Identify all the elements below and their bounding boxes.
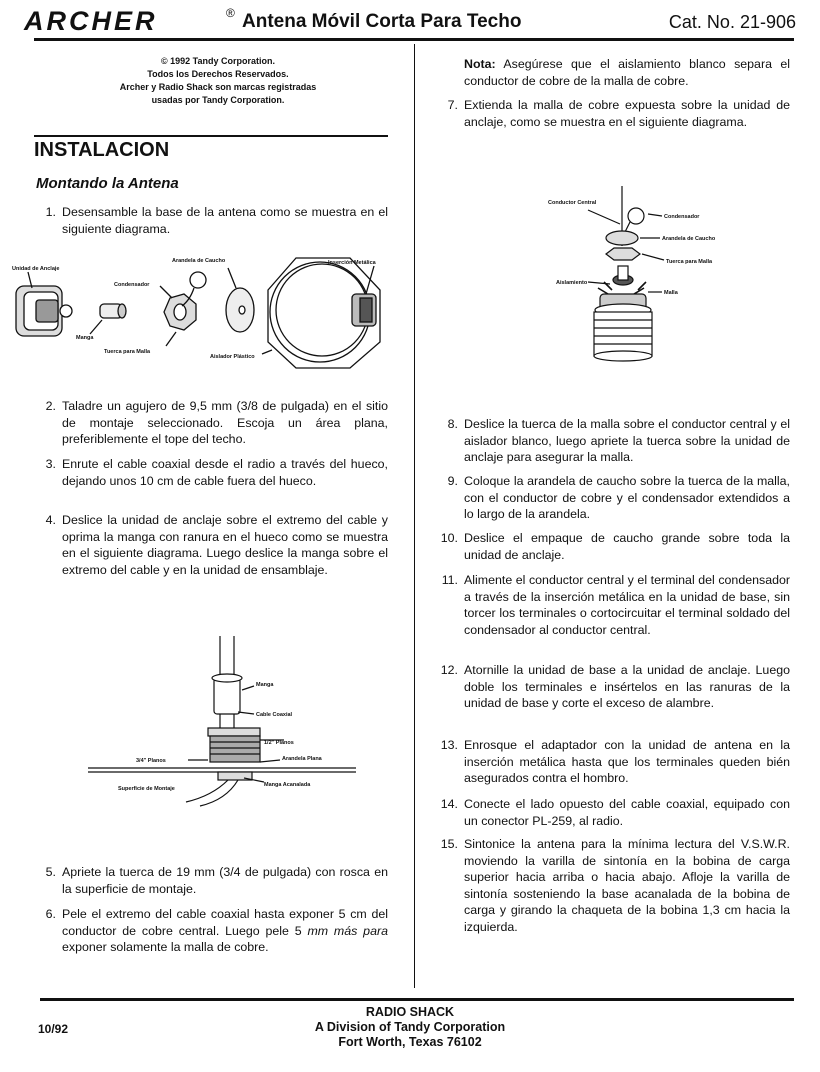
- print-date: 10/92: [38, 1022, 69, 1036]
- mounting-diagram: [88, 632, 360, 808]
- catalog-number: Cat. No. 21-906: [668, 12, 796, 32]
- header: [24, 6, 796, 40]
- label-conductor: [548, 200, 597, 206]
- step-number: 1.: [45, 205, 56, 219]
- step-text-part: exponer solamente la malla de cobre.: [62, 940, 269, 955]
- step-text: Enrute el cable coaxial desde el radio a través del hueco, dejando unos 10 cm de cable fuera del hueco.: [62, 457, 388, 488]
- subsection-heading: Montando la Antena: [36, 175, 179, 192]
- step-number: 7.: [447, 98, 458, 112]
- label-arandela-plana: Arandela Plana: [282, 756, 322, 762]
- brand-logo: ARCHER: [24, 6, 158, 36]
- step-number: 15.: [440, 837, 458, 851]
- step-number: 8.: [447, 417, 458, 431]
- label-superficie: Superficie de Montaje: [118, 786, 175, 792]
- shield-diagram: [548, 184, 770, 366]
- step-text: Apriete la tuerca de 19 mm (3/4 de pulgada) con rosca en la superficie de montaje.: [62, 865, 388, 896]
- footer-address: Fort Worth, Texas 76102: [338, 1035, 482, 1049]
- section-rule: [34, 135, 388, 137]
- step-text: [62, 906, 388, 956]
- label-manga: Manga: [76, 335, 94, 341]
- label-manga-acanalada: Manga Acanalada: [264, 782, 311, 788]
- note-text: [464, 56, 790, 89]
- step-number: 9.: [447, 474, 458, 488]
- step-number: 14.: [440, 797, 458, 811]
- label-aislador: Aislador Plástico: [210, 354, 255, 360]
- header-rule: [34, 38, 794, 41]
- footer-division: A Division of Tandy Corporation: [314, 1020, 506, 1034]
- note-body: Asegúrese que el aislamiento blanco separa el conductor de cobre de la malla de cobre.: [464, 57, 790, 88]
- label-conductor-text: Conductor Central: [548, 200, 597, 206]
- step-number: 5.: [45, 865, 56, 879]
- step-number: 2.: [45, 399, 56, 413]
- step-text: Extienda la malla de cobre expuesta sobre la unidad de anclaje, como se muestra en el siguiente diagrama.: [464, 98, 790, 129]
- column-divider: [414, 44, 415, 988]
- step-number: 10.: [440, 531, 458, 545]
- step-text-part: Pele el extremo del cable coaxial hasta exponer 5 cm del conductor de cobre central. Luego pele 5: [62, 907, 388, 938]
- label-tuerca: Tuerca para Malla: [666, 259, 713, 265]
- note-label: Nota:: [464, 57, 496, 71]
- registered-mark: ®: [226, 6, 235, 20]
- label-plano-34: 3/4" Planos: [136, 758, 166, 764]
- label-arandela: Arandela de Caucho: [172, 258, 226, 264]
- step-text: Taladre un agujero de 9,5 mm (3/8 de pulgada) en el sitio de montaje seleccionado. Escoja un área plana, preferiblemente el tope del techo.: [62, 399, 388, 447]
- step-text: Conecte el lado opuesto del cable coaxial, equipado con un conector PL-259, al radio.: [464, 797, 790, 828]
- copyright-line: usadas por Tandy Corporation.: [151, 95, 285, 105]
- label-malla: Malla: [664, 290, 678, 296]
- label-arandela: Arandela de Caucho: [662, 236, 716, 242]
- step-text: Sintonice la antena para la mínima lectura del V.S.W.R. moviendo la varilla de sintonía en la bobina de carga superior hacia arriba o hacia abajo. Afloje la varilla de sintonía sosteniendo la base acanalada de la bobina de carga y girando la chaqueta de la bobina 1,3 cm hacia la izquierda.: [464, 837, 790, 934]
- disassembly-diagram: [10, 250, 402, 370]
- step-text: Deslice el empaque de caucho grande sobre toda la unidad de anclaje.: [464, 531, 790, 562]
- step-number: 12.: [440, 663, 458, 677]
- label-insercion: Inserción Metálica: [328, 260, 376, 266]
- copyright-notice: [60, 55, 376, 107]
- label-plano-half: 1/2" Planos: [264, 740, 294, 746]
- step-text: Deslice la tuerca de la malla sobre el conductor central y el aislador blanco, luego apriete la tuerca sobre la unidad de anclaje para asegurar la malla.: [464, 417, 790, 465]
- step-text: Atornille la unidad de base a la unidad de anclaje. Luego doble los terminales e insértelos en las ranuras de la unidad de base y corte el exceso de alambre.: [464, 663, 790, 711]
- step-text: Coloque la arandela de caucho sobre la tuerca de la malla, con el conductor de cobre y el condensador extendidos a lo largo de la arandela.: [464, 474, 790, 522]
- label-condensador: Condensador: [114, 282, 150, 288]
- label-anclaje: Unidad de Anclaje: [12, 266, 60, 272]
- label-aislador: Aislamiento: [556, 280, 588, 286]
- step-number: 13.: [440, 738, 458, 752]
- footer-rule: [40, 998, 794, 1001]
- copyright-line: © 1992 Tandy Corporation.: [161, 56, 275, 66]
- step-number: 11.: [441, 573, 458, 587]
- label-condensador: Condensador: [664, 214, 700, 220]
- footer-company: RADIO SHACK: [365, 1005, 455, 1019]
- step-text: Enrosque el adaptador con la unidad de antena en la inserción metálica hasta que los terminales queden bién asegurados contra el hombro.: [464, 738, 790, 786]
- step-number: 4.: [45, 513, 56, 527]
- copyright-line: Archer y Radio Shack son marcas registradas: [119, 82, 317, 92]
- step-text: Desensamble la base de la antena como se muestra en el siguiente diagrama.: [62, 205, 388, 236]
- step-text: Alimente el conductor central y el terminal del condensador a través de la inserción metálica en la unidad de base, sin torcer los terminales o cortocircuitar el terminal soldado del condensador al conductor central.: [464, 573, 790, 637]
- step-number: 3.: [45, 457, 56, 471]
- label-tuerca: Tuerca para Malla: [104, 349, 151, 355]
- step-text-italic: mm más para: [307, 923, 388, 938]
- copyright-line: Todos los Derechos Reservados.: [147, 69, 289, 79]
- step-text: Deslice la unidad de anclaje sobre el extremo del cable y oprima la manga con ranura en el hueco como se muestra en el siguiente diagrama. Luego deslice la manga sobre el extremo del cable y en la unidad de ensamblaje.: [62, 513, 388, 577]
- label-cable: Cable Coaxial: [256, 712, 293, 718]
- step-number: 6.: [45, 907, 56, 921]
- section-heading: INSTALACION: [34, 139, 170, 161]
- label-manga: Manga: [256, 682, 274, 688]
- page-title: Antena Móvil Corta Para Techo: [242, 11, 522, 32]
